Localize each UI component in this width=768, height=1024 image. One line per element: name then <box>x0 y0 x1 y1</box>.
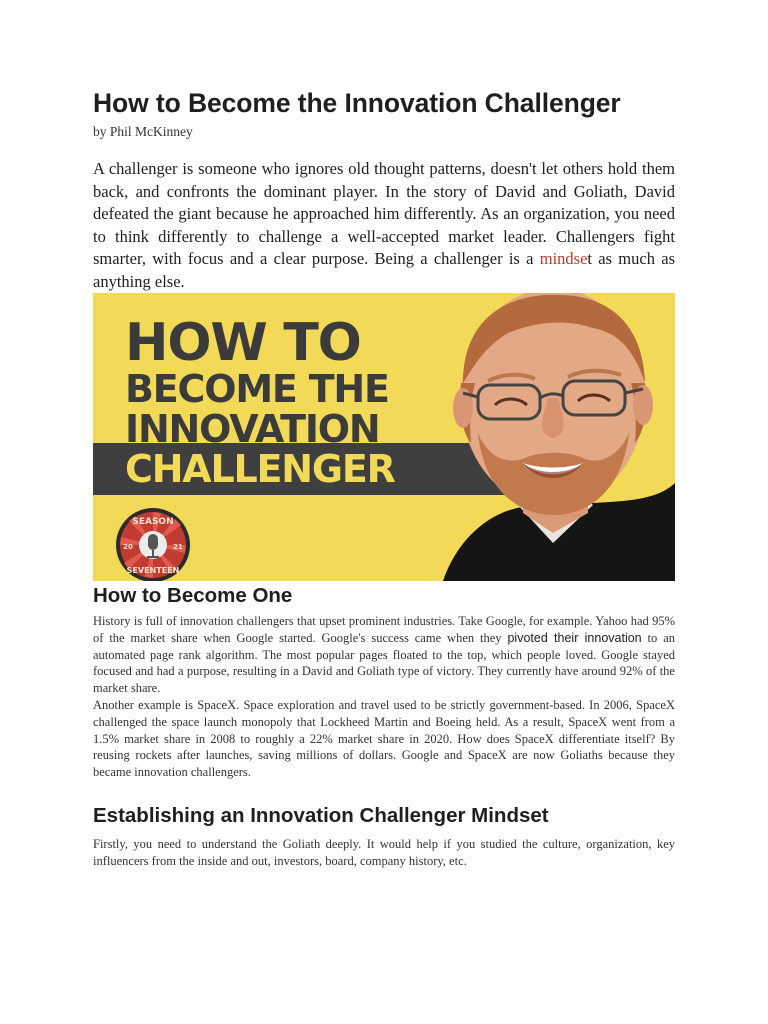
section-heading-how-to-become-one: How to Become One <box>93 584 293 607</box>
hero-line-3: INNOVATION <box>125 407 380 451</box>
intro-text: A challenger is someone who ignores old thought patterns, doesn't let others hold them back, and confronts the dominant player. In the story of David and Goliath, David defeated the giant because he approached him differently. As an organization, you need to think differently to challenge a well-accepted market leader. Challengers fight smarter, with focus and a clear purpose. Being a challenger is a <box>93 159 675 268</box>
article-byline: by Phil McKinney <box>93 124 193 139</box>
article-title: How to Become the Innovation Challenger <box>93 88 621 118</box>
hero-line-4: CHALLENGER <box>125 447 395 491</box>
author-portrait <box>423 293 675 581</box>
section2-paragraph-1: Firstly, you need to understand the Goliath deeply. It would help if you studied the culture, organization, key influencers from the inside and out, investors, board, company history, etc. <box>93 836 675 868</box>
badge-bottom-text: SEVENTEEN <box>126 566 180 575</box>
badge-top-text: SEASON <box>132 517 174 527</box>
badge-right-text: 21 <box>173 543 183 551</box>
hero-banner <box>93 293 675 581</box>
section1-p1-text: History is full of innovation challengers that upset prominent industries. Take Google, for example. Yahoo had 95% of the market share when Google started. Google's success came when they <box>93 614 675 645</box>
mindset-link[interactable]: mindse <box>539 249 588 268</box>
section1-paragraph-1 <box>93 613 675 697</box>
hero-line-1: HOW TO <box>125 313 361 373</box>
section1-p1-text-end: to an automated page rank algorithm. The most popular pages floated to the top, which people loved. Google stayed focused and had a purpose, resulting in a David and Goliath type of victory. They currently have around 92% of the market share. <box>93 630 675 696</box>
badge-left-text: 20 <box>123 543 133 551</box>
section-heading-challenger-mindset: Establishing an Innovation Challenger Mindset <box>93 803 549 827</box>
hero-line-2: BECOME THE <box>125 367 389 411</box>
season-badge-icon <box>115 507 191 581</box>
intro-paragraph <box>93 158 675 293</box>
article <box>93 86 675 870</box>
intro-text-end: t as much as anything else. <box>93 249 675 291</box>
section1-paragraph-2: Another example is SpaceX. Space exploration and travel used to be strictly government-based. In 2006, SpaceX challenged the space launch monopoly that Lockheed Martin and Boeing held. As a result, SpaceX went from a 1.5% market share in 2008 to roughly a 22% market share in 2020. How does SpaceX differentiate itself? By reusing rockets after launches, saving millions of dollars. Google and SpaceX are now Goliaths because they became innovation challengers. <box>93 697 675 780</box>
pivoted-innovation-link[interactable]: pivoted their innovation <box>507 630 642 645</box>
